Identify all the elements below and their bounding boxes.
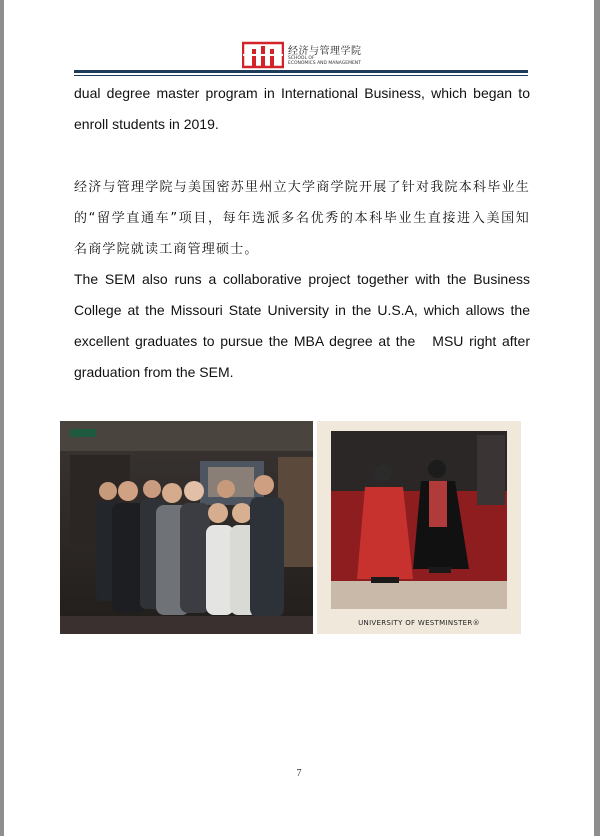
text-line: excellent graduates to pursue the MBA degree at the MSU right after <box>74 333 530 349</box>
text-line: 名商学院就读工商管理硕士。 <box>74 242 259 257</box>
text-line: enroll students in 2019. <box>74 116 219 132</box>
logo-english-name: SCHOOL OF ECONOMICS AND MANAGEMENT <box>288 56 361 66</box>
group-photo-image <box>60 421 313 634</box>
paragraph-chinese <box>74 172 530 265</box>
paragraph-intro <box>74 78 530 140</box>
text-line: 经济与管理学院与美国密苏里州立大学商学院开展了针对我院本科毕业生 <box>74 180 530 195</box>
text-line: 的“留学直通车”项目，每年选派多名优秀的本科毕业生直接进入美国知 <box>74 211 530 226</box>
photo-caption: UNIVERSITY OF WESTMINSTER® <box>358 619 480 627</box>
group-photo <box>60 421 313 634</box>
page-header <box>238 38 438 74</box>
header-rule-thin <box>74 75 528 76</box>
graduation-photo <box>317 421 521 634</box>
paragraph-english <box>74 264 530 388</box>
text-line: dual degree master program in International Business, which began to <box>74 85 530 101</box>
graduation-photo-image <box>317 421 521 634</box>
school-logo-icon <box>242 41 284 69</box>
text-line: College at the Missouri State University in the U.S.A, which allows the <box>74 302 530 318</box>
document-page <box>4 0 594 836</box>
header-rule <box>74 70 528 73</box>
logo-chinese-name: 经济与管理学院 <box>288 46 362 57</box>
text-line: graduation from the SEM. <box>74 364 234 380</box>
page-number: 7 <box>296 768 302 779</box>
text-line: The SEM also runs a collaborative project together with the Business <box>74 271 530 287</box>
